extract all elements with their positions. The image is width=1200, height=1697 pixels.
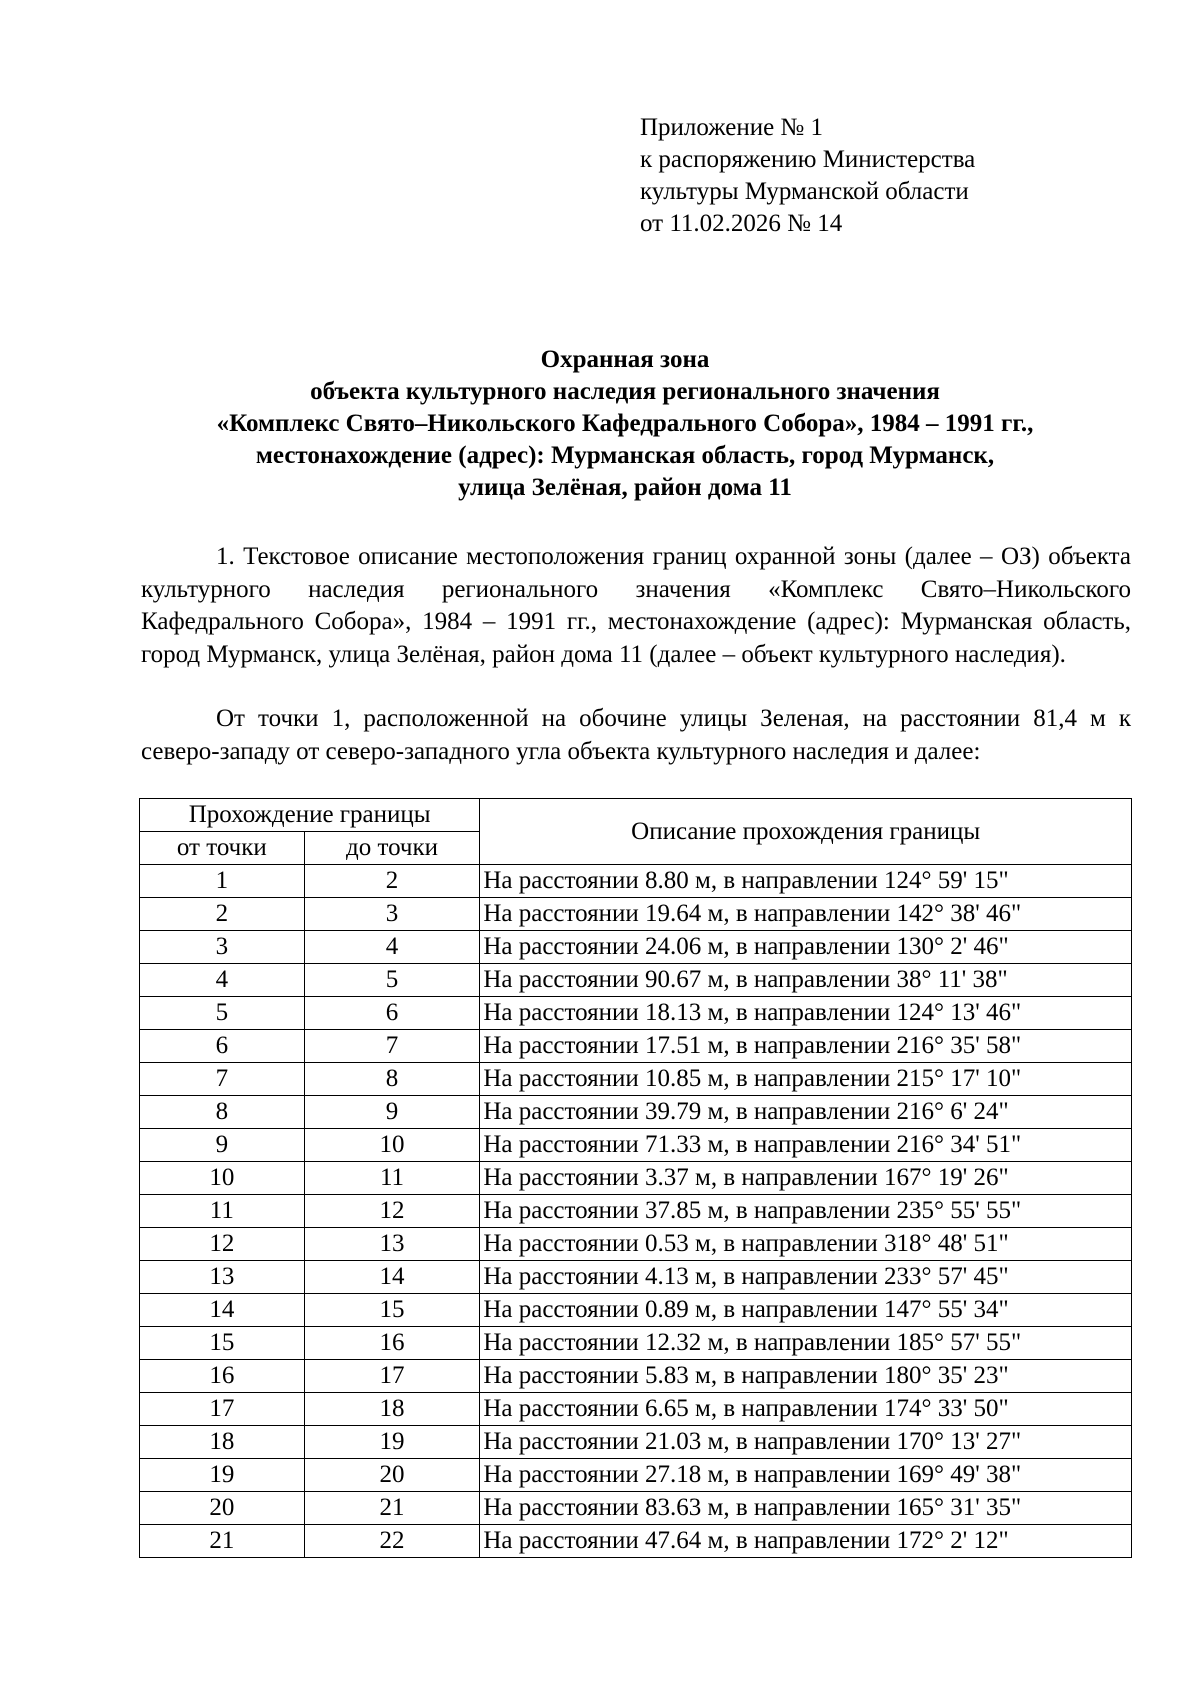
title-line: улица Зелёная, район дома 11 [458,474,792,501]
table-row [140,1129,1132,1162]
cell-to: 9 [304,1096,480,1129]
cell-from: 12 [140,1228,305,1261]
cell-from: 14 [140,1294,305,1327]
table-row [140,1393,1132,1426]
header-description: Описание прохождения границы [480,799,1132,865]
cell-to: 19 [304,1426,480,1459]
appendix-block [640,112,975,240]
cell-to: 17 [304,1360,480,1393]
cell-description: На расстоянии 19.64 м, в направлении 142° 38' 46" [480,898,1132,931]
cell-to: 12 [304,1195,480,1228]
boundary-table [139,798,1132,1558]
header-to-point: до точки [304,832,480,865]
cell-to: 3 [304,898,480,931]
cell-from: 6 [140,1030,305,1063]
appendix-line: к распоряжению Министерства [640,146,976,173]
starting-point-paragraph: От точки 1, расположенной на обочине улицы Зеленая, на расстоянии 81,4 м к северо-западу от северо-западного угла объекта культурного наследия и далее: [141,705,1131,765]
table-row [140,1228,1132,1261]
cell-from: 8 [140,1096,305,1129]
cell-to: 7 [304,1030,480,1063]
cell-from: 15 [140,1327,305,1360]
cell-from: 7 [140,1063,305,1096]
table-row [140,1195,1132,1228]
title-line: местонахождение (адрес): Мурманская область, город Мурманск, [255,442,995,469]
document-title [130,344,1120,504]
cell-from: 5 [140,997,305,1030]
cell-from: 20 [140,1492,305,1525]
cell-from: 13 [140,1261,305,1294]
cell-from: 17 [140,1393,305,1426]
cell-to: 10 [304,1129,480,1162]
cell-description: На расстоянии 3.37 м, в направлении 167° 19' 26" [480,1162,1132,1195]
cell-to: 2 [304,865,480,898]
table-row [140,865,1132,898]
cell-from: 11 [140,1195,305,1228]
cell-from: 18 [140,1426,305,1459]
cell-to: 14 [304,1261,480,1294]
cell-to: 6 [304,997,480,1030]
cell-to: 16 [304,1327,480,1360]
cell-from: 2 [140,898,305,931]
cell-from: 1 [140,865,305,898]
cell-to: 8 [304,1063,480,1096]
header-boundary-passage: Прохождение границы [140,799,480,832]
cell-description: На расстоянии 0.89 м, в направлении 147° 55' 34" [480,1294,1132,1327]
appendix-line: Приложение № 1 [640,114,824,141]
cell-to: 21 [304,1492,480,1525]
table-row [140,898,1132,931]
cell-to: 5 [304,964,480,997]
title-line: Охранная зона [540,346,710,373]
appendix-line: культуры Мурманской области [640,178,969,205]
cell-description: На расстоянии 37.85 м, в направлении 235° 55' 55" [480,1195,1132,1228]
title-line: объекта культурного наследия регионального значения [310,378,940,405]
cell-to: 15 [304,1294,480,1327]
table-row [140,1426,1132,1459]
cell-to: 20 [304,1459,480,1492]
title-line: «Комплекс Свято–Никольского Кафедрального Собора», 1984 – 1991 гг., [216,410,1034,437]
header-from-point: от точки [140,832,305,865]
cell-to: 4 [304,931,480,964]
cell-description: На расстоянии 6.65 м, в направлении 174° 33' 50" [480,1393,1132,1426]
table-row [140,1096,1132,1129]
table-row [140,931,1132,964]
table-row [140,1492,1132,1525]
cell-description: На расстоянии 18.13 м, в направлении 124° 13' 46" [480,997,1132,1030]
cell-description: На расстоянии 90.67 м, в направлении 38° 11' 38" [480,964,1132,997]
cell-description: На расстоянии 47.64 м, в направлении 172° 2' 12" [480,1525,1132,1558]
cell-description: На расстоянии 4.13 м, в направлении 233° 57' 45" [480,1261,1132,1294]
cell-description: На расстоянии 17.51 м, в направлении 216° 35' 58" [480,1030,1132,1063]
table-row [140,1162,1132,1195]
table-row [140,964,1132,997]
cell-description: На расстоянии 71.33 м, в направлении 216° 34' 51" [480,1129,1132,1162]
table-row [140,1063,1132,1096]
cell-description: На расстоянии 39.79 м, в направлении 216° 6' 24" [480,1096,1132,1129]
table-body [140,865,1132,1558]
table-row [140,997,1132,1030]
table-row [140,1261,1132,1294]
table-row [140,1360,1132,1393]
cell-from: 9 [140,1129,305,1162]
cell-to: 11 [304,1162,480,1195]
cell-description: На расстоянии 21.03 м, в направлении 170° 13' 27" [480,1426,1132,1459]
table-row [140,1327,1132,1360]
cell-from: 10 [140,1162,305,1195]
cell-description: На расстоянии 27.18 м, в направлении 169° 49' 38" [480,1459,1132,1492]
cell-description: На расстоянии 10.85 м, в направлении 215° 17' 10" [480,1063,1132,1096]
cell-from: 19 [140,1459,305,1492]
table-header [140,799,1132,865]
table-row [140,1030,1132,1063]
cell-description: На расстоянии 83.63 м, в направлении 165° 31' 35" [480,1492,1132,1525]
cell-description: На расстоянии 24.06 м, в направлении 130° 2' 46" [480,931,1132,964]
description-paragraph: 1. Текстовое описание местоположения границ охранной зоны (далее – ОЗ) объекта культурного наследия регионального значения «Комплекс Свято–Никольского Кафедрального Собора», 1984 – 1991 гг., местонахождение (адрес): Мурманская область, город Мурманск, улица Зелёная, район дома 11 (далее – объект культурного наследия). [141,543,1131,668]
cell-description: На расстоянии 5.83 м, в направлении 180° 35' 23" [480,1360,1132,1393]
cell-to: 22 [304,1525,480,1558]
cell-description: На расстоянии 12.32 м, в направлении 185° 57' 55" [480,1327,1132,1360]
table-row [140,1525,1132,1558]
table-row [140,1459,1132,1492]
cell-from: 21 [140,1525,305,1558]
cell-to: 13 [304,1228,480,1261]
cell-description: На расстоянии 0.53 м, в направлении 318° 48' 51" [480,1228,1132,1261]
cell-from: 4 [140,964,305,997]
cell-from: 3 [140,931,305,964]
cell-to: 18 [304,1393,480,1426]
cell-description: На расстоянии 8.80 м, в направлении 124° 59' 15" [480,865,1132,898]
appendix-date-line: от 11.02.2026 № 14 [640,210,843,237]
cell-from: 16 [140,1360,305,1393]
table-row [140,1294,1132,1327]
